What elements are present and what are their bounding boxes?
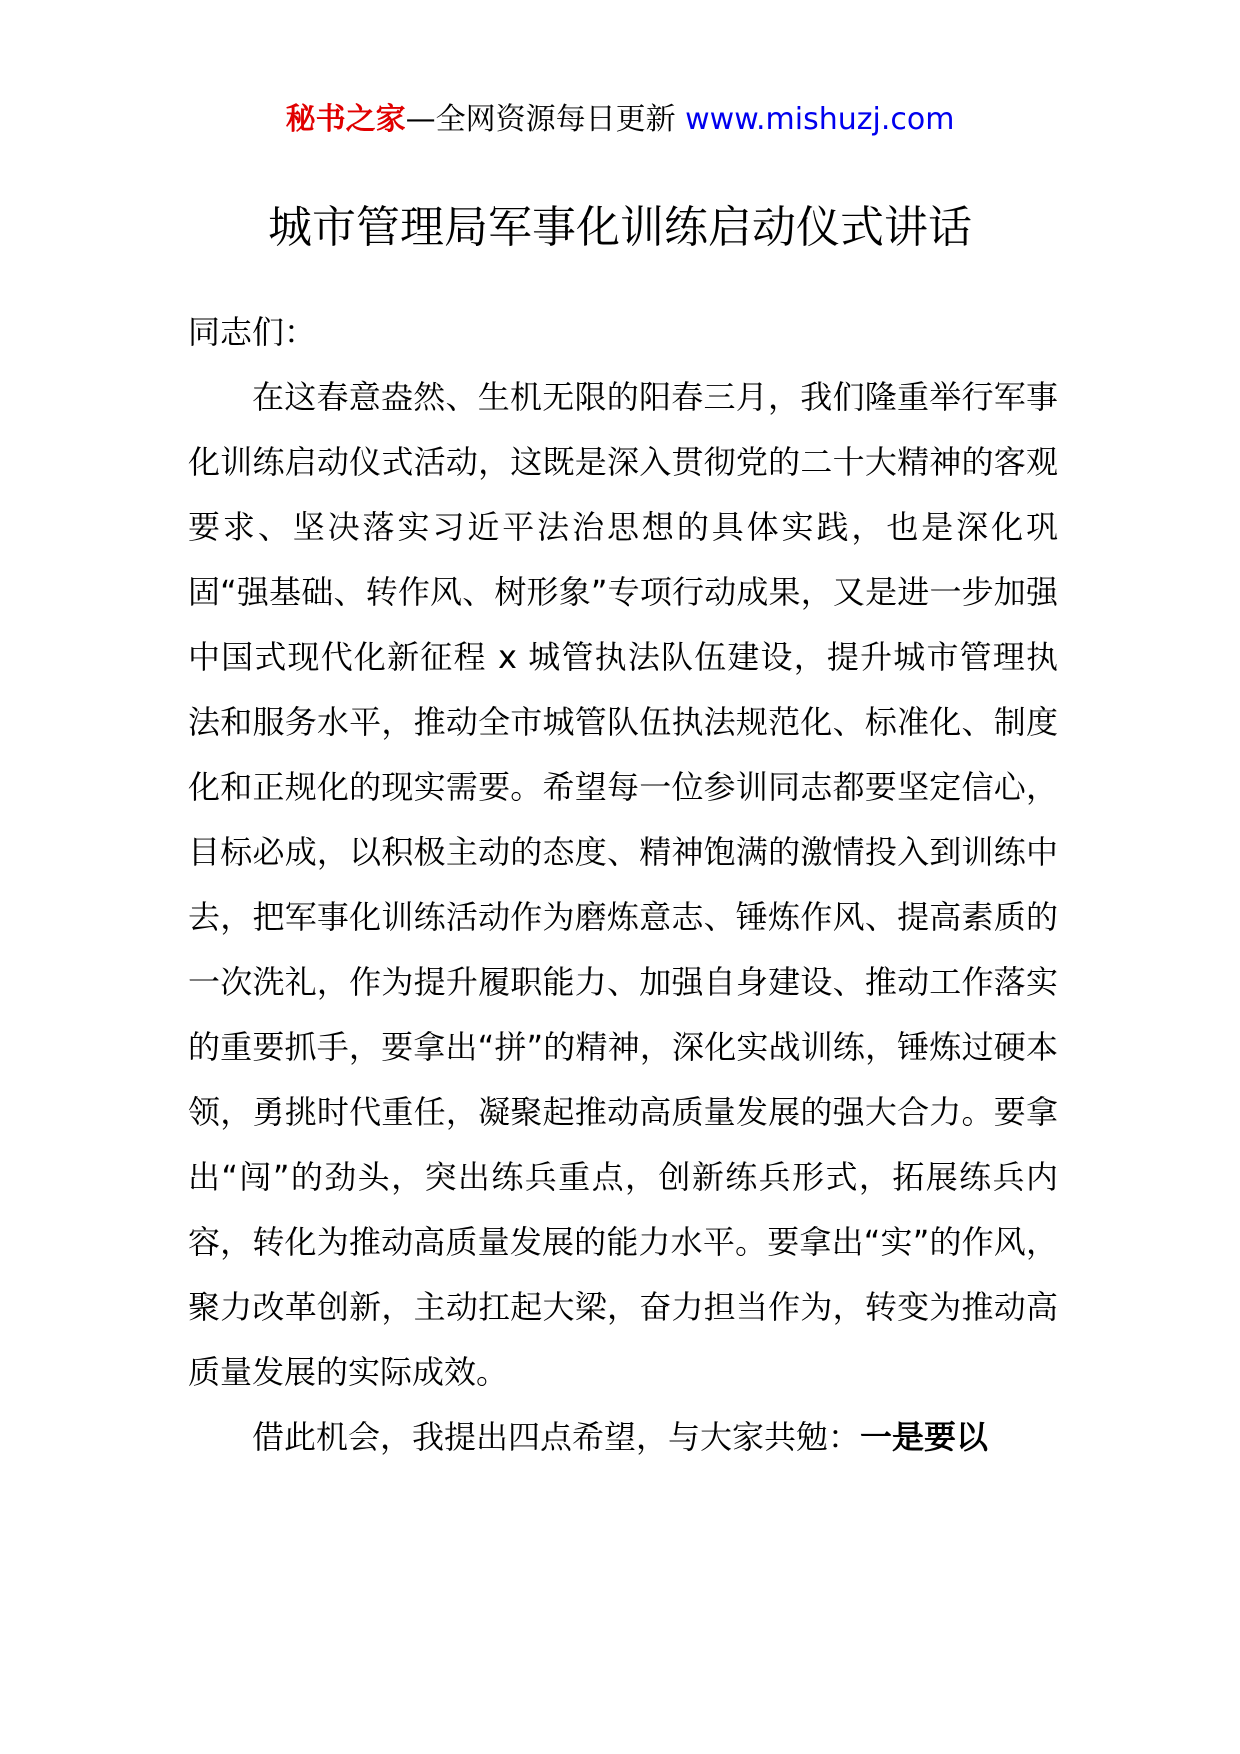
paragraph-2 — [188, 1405, 1058, 1470]
paragraph-1: 在这春意盎然、生机无限的阳春三月，我们隆重举行军事化训练启动仪式活动，这既是深入贯彻党的二十大精神的客观要求、坚决落实习近平法治思想的具体实践，也是深化巩固“强基础、转作风、树形象”专项行动成果，又是进一步加强中国式现代化新征程 x 城管执法队伍建设，提升城市管理执法和服务水平，推动全市城管队伍执法规范化、标准化、制度化和正规化的现实需要。希望每一位参训同志都要坚定信心，目标必成，以积极主动的态度、精神饱满的激情投入到训练中去，把军事化训练活动作为磨炼意志、锤炼作风、提高素质的一次洗礼，作为提升履职能力、加强自身建设、推动工作落实的重要抓手，要拿出“拼”的精神，深化实战训练，锤炼过硬本领，勇挑时代重任，凝聚起推动高质量发展的强大合力。要拿出“闯”的劲头，突出练兵重点，创新练兵形式，拓展练兵内容，转化为推动高质量发展的能力水平。要拿出“实”的作风，聚力改革创新，主动扛起大梁，奋力担当作为，转变为推动高质量发展的实际成效。 — [188, 378, 1058, 1391]
site-header — [0, 98, 1240, 142]
paragraph-2-bold-lead: 一是要以 — [860, 1418, 989, 1456]
salutation: 同志们： — [188, 313, 317, 351]
document-body — [188, 300, 1058, 1470]
site-tagline: —全网资源每日更新 — [405, 102, 676, 137]
site-url-link[interactable]: www.mishuzj.com — [685, 102, 955, 137]
document-title: 城市管理局军事化训练启动仪式讲话 — [268, 202, 972, 253]
paragraph-2-text: 借此机会，我提出四点希望，与大家共勉： — [252, 1418, 861, 1456]
brand-name: 秘书之家 — [285, 102, 406, 137]
